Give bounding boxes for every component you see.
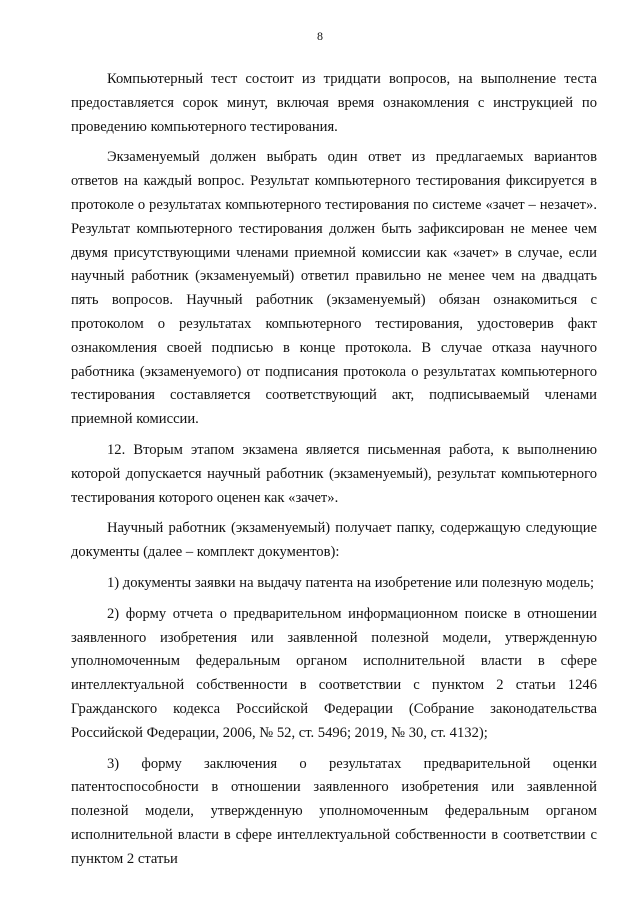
document-body bbox=[71, 68, 597, 879]
list-item-documents-application: 1) документы заявки на выдачу патента на изобретение или полезную модель; bbox=[107, 574, 595, 591]
list-item-patentability-conclusion-form: 3) форму заключения о результатах предварительной оценки патентоспособности в отношении заявленного изобретения или заявленной полезной модели, утвержденную уполномоченным федеральным органом исполнительной власти в сфере интеллектуальной собственности в соответствии с пунктом 2 статьи bbox=[71, 755, 597, 867]
paragraph-test-description: Компьютерный тест состоит из тридцати вопросов, на выполнение теста предоставляется сорок минут, включая время ознакомления с инструкцией по проведению компьютерного тестирования. bbox=[71, 71, 597, 135]
paragraph-test-results: Экзаменуемый должен выбрать один ответ из предлагаемых вариантов ответов на каждый вопрос. Результат компьютерного тестирования фиксируется в протоколе о результатах компьютерного тестирования по системе «зачет – незачет». Результат компьютерного тестирования должен быть зафиксирован не менее чем двумя присутствующими членами приемной комиссии как «зачет» в случае, если научный работник (экзаменуемый) ответил правильно не менее чем на двадцать пять вопросов. Научный работник (экзаменуемый) обязан ознакомиться с протоколом о результатах компьютерного тестирования, удостоверив факт ознакомления своей подписью в конце протокола. В случае отказа научного работника (экзаменуемого) от подписания протокола о результатах компьютерного тестирования составляется соответствующий акт, подписываемый членами приемной комиссии. bbox=[71, 149, 597, 428]
paragraph-second-stage: 12. Вторым этапом экзамена является письменная работа, к выполнению которой допускается научный работник (экзаменуемый), результат компьютерного тестирования которого оценен как «зачет». bbox=[71, 441, 597, 506]
list-item-search-report-form: 2) форму отчета о предварительном информационном поиске в отношении заявленного изобретения или заявленной полезной модели, утвержденную уполномоченным федеральным органом исполнительной власти в сфере интеллектуальной собственности в соответствии с пунктом 2 статьи 1246 Гражданского кодекса Российской Федерации (Собрание законодательства Российской Федерации, 2006, № 52, ст. 5496; 2019, № 30, ст. 4132); bbox=[71, 605, 597, 741]
page-number: 8 bbox=[317, 29, 323, 43]
paragraph-documents-folder: Научный работник (экзаменуемый) получает папку, содержащую следующие документы (далее – комплект документов): bbox=[71, 520, 597, 561]
